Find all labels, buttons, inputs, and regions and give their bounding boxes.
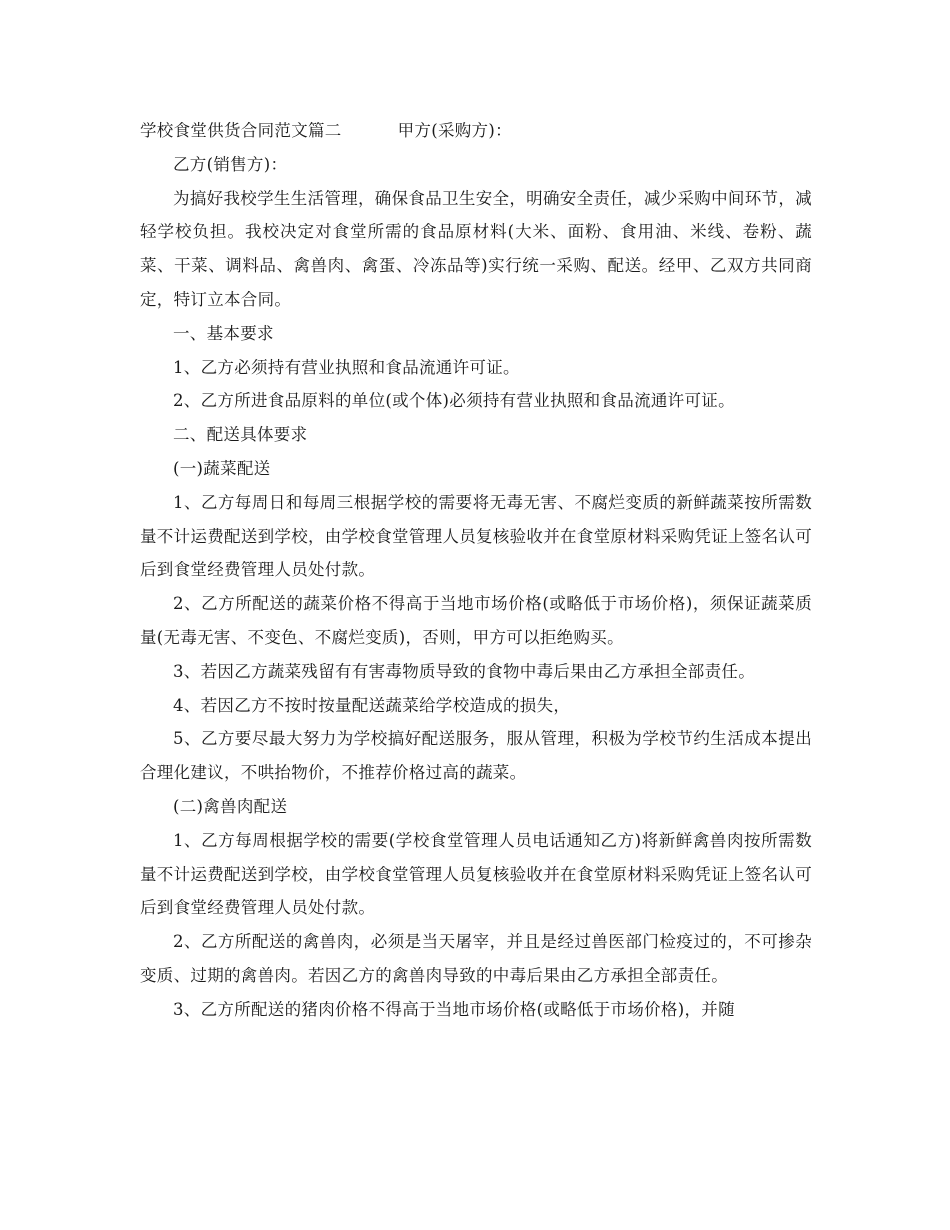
title-line bbox=[140, 114, 812, 148]
vegetable-clause-3: 3、若因乙方蔬菜残留有有害毒物质导致的食物中毒后果由乙方承担全部责任。 bbox=[173, 661, 755, 681]
meat-clause-3: 3、乙方所配送的猪肉价格不得高于当地市场价格(或略低于市场价格)，并随 bbox=[173, 999, 735, 1019]
meat-clause-1: 1、乙方每周根据学校的需要(学校食堂管理人员电话通知乙方)将新鲜禽兽肉按所需数量不计运费配送到学校，由学校食堂管理人员复核验收并在食堂原材料采购凭证上签名认可后到食堂经费管理人员处付款。 bbox=[140, 830, 812, 918]
vegetable-clause-5: 5、乙方要尽最大努力为学校搞好配送服务，服从管理，积极为学校节约生活成本提出合理化建议，不哄抬物价，不推荐价格过高的蔬菜。 bbox=[140, 729, 812, 783]
section-heading-basic: 一、基本要求 bbox=[173, 323, 274, 343]
section-heading-delivery: 二、配送具体要求 bbox=[173, 425, 308, 445]
party-a-label: 甲方(采购方)： bbox=[397, 121, 512, 140]
subsection-heading-meat: (二)禽兽肉配送 bbox=[173, 796, 288, 816]
meat-clause-2: 2、乙方所配送的禽兽肉，必须是当天屠宰，并且是经过兽医部门检疫过的，不可掺杂变质、过期的禽兽肉。若因乙方的禽兽肉导致的中毒后果由乙方承担全部责任。 bbox=[140, 932, 812, 985]
document-title: 学校食堂供货合同范文篇二 bbox=[140, 121, 342, 140]
subsection-heading-vegetables: (一)蔬菜配送 bbox=[173, 458, 271, 478]
contract-body bbox=[140, 114, 812, 1027]
vegetable-clause-2: 2、乙方所配送的蔬菜价格不得高于当地市场价格(或略低于市场价格)，须保证蔬菜质量(无毒无害、不变色、不腐烂变质)，否则，甲方可以拒绝购买。 bbox=[140, 594, 812, 647]
vegetable-clause-4: 4、若因乙方不按时按量配送蔬菜给学校造成的损失， bbox=[173, 695, 571, 715]
vegetable-clause-1: 1、乙方每周日和每周三根据学校的需要将无毒无害、不腐烂变质的新鲜蔬菜按所需数量不计运费配送到学校，由学校食堂管理人员复核验收并在食堂原材料采购凭证上签名认可后到食堂经费管理人员处付款。 bbox=[140, 492, 812, 580]
basic-requirement-1: 1、乙方必须持有营业执照和食品流通许可证。 bbox=[173, 357, 520, 377]
basic-requirement-2: 2、乙方所进食品原料的单位(或个体)必须持有营业执照和食品流通许可证。 bbox=[173, 391, 735, 411]
party-b-label: 乙方(销售方)： bbox=[173, 154, 288, 174]
intro-paragraph: 为搞好我校学生生活管理，确保食品卫生安全，明确安全责任，减少采购中间环节，减轻学校负担。我校决定对食堂所需的食品原材料(大米、面粉、食用油、米线、卷粉、蔬菜、干菜、调料品、禽兽肉、禽蛋、冷冻品等)实行统一采购、配送。经甲、乙双方共同商定，特订立本合同。 bbox=[140, 188, 812, 309]
